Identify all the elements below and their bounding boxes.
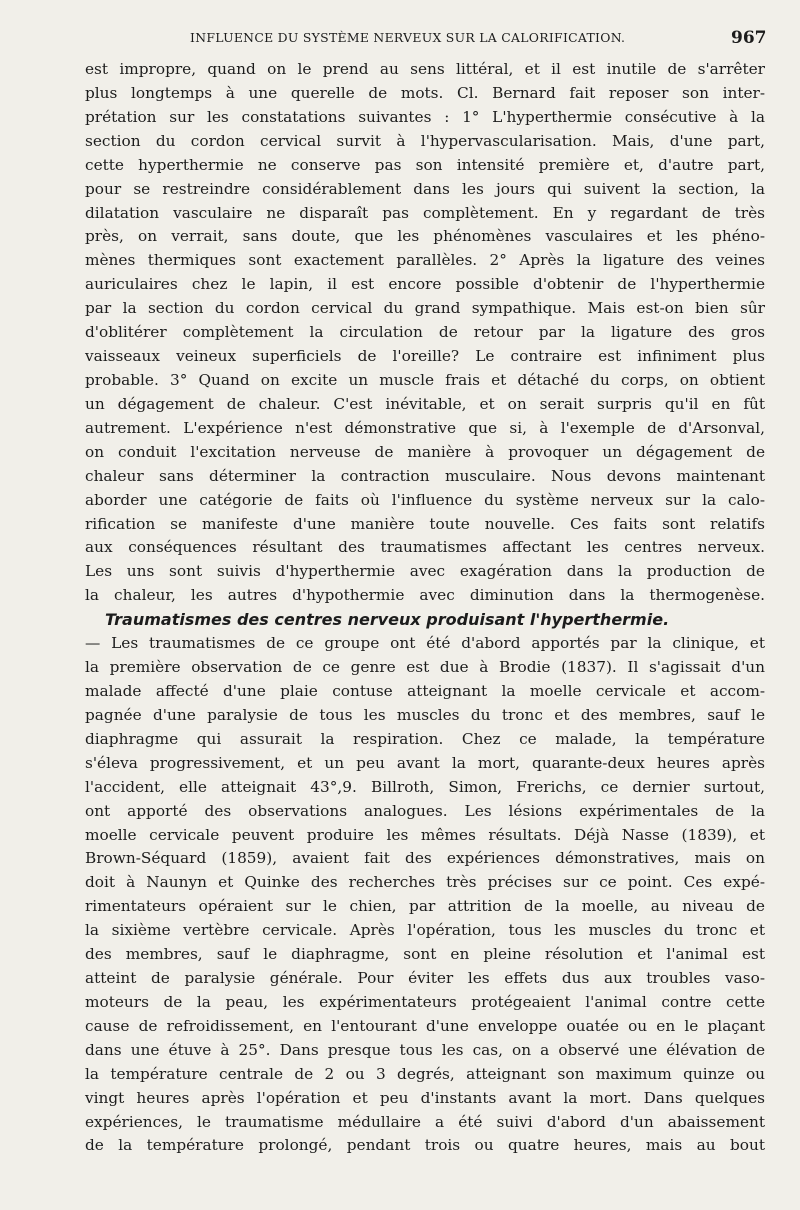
text-line: rimentateurs opéraient sur le chien, par attrition de la moelle, au niveau de <box>85 897 765 916</box>
text-line: un dégagement de chaleur. C'est inévitable, et on serait surpris qu'il en fût <box>85 394 765 413</box>
text-line: dilatation vasculaire ne disparaît pas complètement. En y regardant de très <box>85 203 765 222</box>
running-title: INFLUENCE DU SYSTÈME NERVEUX SUR LA CALORIFICATION. <box>190 30 626 45</box>
text-line: ont apporté des observations analogues. Les lésions expérimentales de la <box>85 801 765 820</box>
text-line: près, on verrait, sans doute, que les phénomènes vasculaires et les phéno- <box>85 227 765 246</box>
text-line: cette hyperthermie ne conserve pas son intensité première et, d'autre part, <box>85 155 765 174</box>
text-line: Brown-Séquard (1859), avaient fait des expériences démonstratives, mais on <box>85 849 765 868</box>
text-line: probable. 3° Quand on excite un muscle frais et détaché du corps, on obtient <box>85 370 765 389</box>
text-line: aborder une catégorie de faits où l'influence du système nerveux sur la calo- <box>85 490 765 509</box>
text-line: l'accident, elle atteignait 43°,9. Billroth, Simon, Frerichs, ce dernier surtout, <box>85 777 765 796</box>
text-line: pagnée d'une paralysie de tous les muscles du tronc et des membres, sauf le <box>85 705 765 724</box>
text-line: la chaleur, les autres d'hypothermie avec diminution dans la thermogenèse. <box>85 586 765 605</box>
text-line: est impropre, quand on le prend au sens littéral, et il est inutile de s'arrêter <box>85 60 765 78</box>
running-head <box>0 26 800 50</box>
text-line: d'oblitérer complètement la circulation de retour par la ligature des gros <box>85 323 765 342</box>
text-line: on conduit l'excitation nerveuse de manière à provoquer un dégagement de <box>85 442 765 461</box>
text-line: vaisseaux veineux superficiels de l'oreille? Le contraire est infiniment plus <box>85 347 765 366</box>
text-line: section du cordon cervical survit à l'hypervascularisation. Mais, d'une part, <box>85 131 765 150</box>
text-line: mènes thermiques sont exactement parallèles. 2° Après la ligature des veines <box>85 251 765 270</box>
text-line: plus longtemps à une querelle de mots. Cl. Bernard fait reposer son inter- <box>85 83 765 102</box>
text-line: auriculaires chez le lapin, il est encore possible d'obtenir de l'hyperthermie <box>85 275 765 294</box>
text-line: prétation sur les constatations suivantes : 1° L'hyperthermie consécutive à la <box>85 107 765 126</box>
page-number: 967 <box>731 28 767 48</box>
text-line: moteurs de la peau, les expérimentateurs protégeaient l'animal contre cette <box>85 992 765 1011</box>
section-heading: Traumatismes des centres nerveux produisant l'hyperthermie. <box>105 610 670 630</box>
text-line: rification se manifeste d'une manière toute nouvelle. Ces faits sont relatifs <box>85 514 765 533</box>
text-line: la première observation de ce genre est due à Brodie (1837). Il s'agissait d'un <box>85 658 765 677</box>
text-line: chaleur sans déterminer la contraction musculaire. Nous devons maintenant <box>85 466 765 485</box>
text-line: pour se restreindre considérablement dans les jours qui suivent la section, la <box>85 179 765 198</box>
text-line: s'éleva progressivement, et un peu avant la mort, quarante-deux heures après <box>85 753 765 772</box>
text-line: Les uns sont suivis d'hyperthermie avec exagération dans la production de <box>85 562 765 581</box>
text-line: atteint de paralysie générale. Pour éviter les effets dus aux troubles vaso- <box>85 969 765 988</box>
text-line: par la section du cordon cervical du grand sympathique. Mais est-on bien sûr <box>85 299 765 318</box>
text-line: malade affecté d'une plaie contuse atteignant la moelle cervicale et accom- <box>85 681 765 700</box>
text-line: doit à Naunyn et Quinke des recherches très précises sur ce point. Ces expé- <box>85 873 765 892</box>
text-line: aux conséquences résultant des traumatismes affectant les centres nerveux. <box>85 538 765 557</box>
text-line: vingt heures après l'opération et peu d'instants avant la mort. Dans quelques <box>85 1088 765 1107</box>
text-line: — Les traumatismes de ce groupe ont été d'abord apportés par la clinique, et <box>85 634 765 653</box>
text-line: la température centrale de 2 ou 3 degrés, atteignant son maximum quinze ou <box>85 1064 765 1083</box>
text-line: diaphragme qui assurait la respiration. Chez ce malade, la température <box>85 729 765 748</box>
text-line: de la température prolongé, pendant trois ou quatre heures, mais au bout <box>85 1136 765 1155</box>
text-line: la sixième vertèbre cervicale. Après l'opération, tous les muscles du tronc et <box>85 921 765 940</box>
text-line: dans une étuve à 25°. Dans presque tous les cas, on a observé une élévation de <box>85 1040 765 1059</box>
text-line: expériences, le traumatisme médullaire a été suivi d'abord d'un abaissement <box>85 1112 765 1131</box>
text-line: cause de refroidissement, en l'entourant d'une enveloppe ouatée ou en le plaçant <box>85 1016 765 1035</box>
text-line: moelle cervicale peuvent produire les mêmes résultats. Déjà Nasse (1839), et <box>85 825 765 844</box>
text-line: autrement. L'expérience n'est démonstrative que si, à l'exemple de d'Arsonval, <box>85 418 765 437</box>
text-line: des membres, sauf le diaphragme, sont en pleine résolution et l'animal est <box>85 945 765 964</box>
body-text <box>85 58 765 1158</box>
